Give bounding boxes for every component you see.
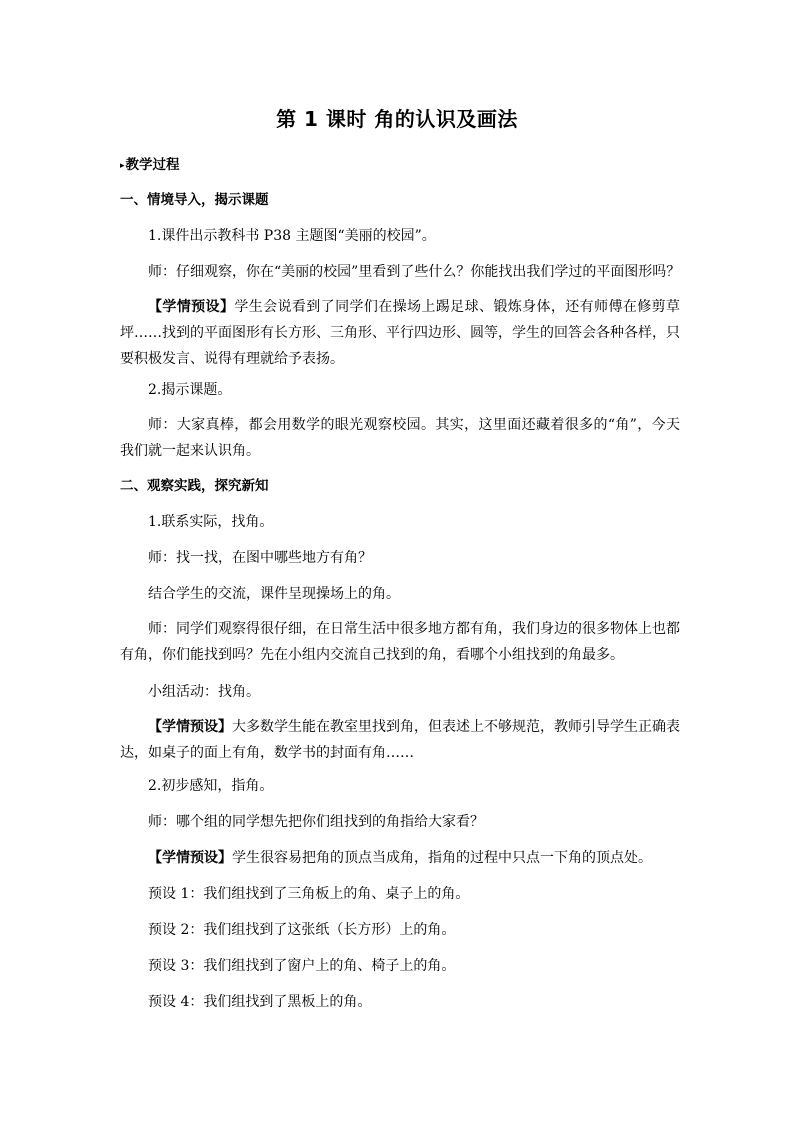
paragraph-preset-3: 预设 3：我们组找到了窗户上的角、椅子上的角。 [148, 958, 456, 974]
paragraph-find-angles: 1.联系实际，找角。 [148, 514, 274, 530]
paragraph-student-preview-3 [148, 848, 680, 868]
heading-situation-intro: 一、情境导入，揭示课题 [120, 192, 269, 208]
heading-observe-practice: 二、观察实践，探究新知 [120, 478, 269, 494]
page-title: 第 1 课时 角的认识及画法 [276, 107, 518, 131]
preview-text: 大多数学生能在教室里找到角，但表述上不够规范，教师引导学生正确表达，如桌子的面上有角，数学书的封面有角…… [120, 719, 680, 761]
paragraph-courseware-playground: 结合学生的交流，课件呈现操场上的角。 [148, 586, 400, 602]
preview-tag: 【学情预设】 [148, 850, 232, 866]
paragraph-student-preview-1 [120, 294, 680, 372]
section-label-row [120, 155, 680, 176]
section-label: 教学过程 [125, 157, 180, 173]
paragraph-courseware: 1.课件出示教科书 P38 主题图“美丽的校园”。 [148, 228, 436, 244]
paragraph-group-activity: 小组活动：找角。 [148, 684, 260, 700]
paragraph-reveal-topic: 2.揭示课题。 [148, 382, 232, 398]
paragraph-teacher-daily-life: 师：同学们观察得很仔细，在日常生活中很多地方都有角，我们身边的很多物体上也都有角，你们能找到吗？先在小组内交流自己找到的角，看哪个小组找到的角最多。 [120, 621, 680, 663]
paragraph-preset-4: 预设 4：我们组找到了黑板上的角。 [148, 994, 372, 1010]
preview-text: 学生很容易把角的顶点当成角，指角的过程中只点一下角的顶点处。 [232, 850, 652, 866]
paragraph-teacher-observe: 师：仔细观察，你在“美丽的校园”里看到了些什么？你能找出我们学过的平面图形吗？ [148, 264, 681, 280]
paragraph-student-preview-2 [120, 714, 680, 766]
paragraph-preset-2: 预设 2：我们组找到了这张纸（长方形）上的角。 [148, 922, 456, 938]
preview-tag: 【学情预设】 [148, 719, 232, 735]
paragraph-teacher-praise: 师：大家真棒，都会用数学的眼光观察校园。其实，这里面还藏着很多的“角”，今天我们就一起来认识角。 [120, 417, 680, 459]
paragraph-teacher-find: 师：找一找，在图中哪些地方有角？ [148, 550, 372, 566]
paragraph-point-angles: 2.初步感知，指角。 [148, 778, 274, 794]
paragraph-teacher-which-group: 师：哪个组的同学想先把你们组找到的角指给大家看？ [148, 814, 484, 830]
preview-tag: 【学情预设】 [148, 299, 235, 315]
paragraph-preset-1: 预设 1：我们组找到了三角板上的角、桌子上的角。 [148, 886, 470, 902]
triangle-marker-icon: ▸ [120, 161, 125, 171]
preview-text: 学生会说看到了同学们在操场上踢足球、锻炼身体，还有师傅在修剪草坪……找到的平面图形有长方形、三角形、平行四边形、圆等，学生的回答会各种各样，只要积极发言、说得有理就给予表扬。 [120, 299, 681, 367]
